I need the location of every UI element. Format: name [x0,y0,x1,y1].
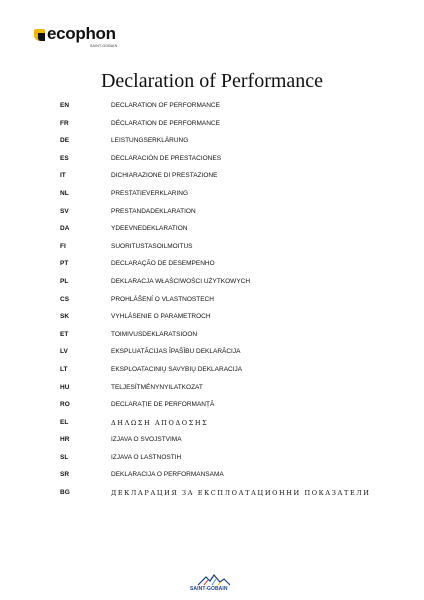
declaration-title: DECLARAȚIE DE PERFORMANȚĂ [111,401,215,409]
ecophon-logo [34,24,124,49]
language-code: SV [60,207,69,215]
language-row [60,311,400,329]
language-code: EL [60,418,69,426]
declaration-title: ДЕКЛАРАЦИЯ ЗА ЕКСПЛОАТАЦИОННИ ПОКАЗАТЕЛИ [111,489,371,498]
saint-gobain-logo [190,572,240,594]
declaration-title: DICHIARAZIONE DI PRESTAZIONE [111,172,218,180]
language-code: HR [60,436,70,444]
saint-gobain-roof-icon [194,572,234,586]
language-code: BG [60,489,70,497]
language-code: ET [60,330,69,338]
language-code: IT [60,172,66,180]
declaration-title: IZJAVA O SVOJSTVIMA [111,436,182,444]
language-row [60,188,400,206]
language-code: RO [60,401,70,409]
declaration-title: DÉCLARATION DE PERFORMANCE [111,119,220,127]
logo-parent-name: SAINT-GOBAIN [90,44,118,48]
language-list [60,100,400,505]
declaration-title: DECLARATION OF PERFORMANCE [111,102,220,109]
language-code: PT [60,260,69,268]
declaration-title: ΔΗΛΩΣΗ ΑΠΟΔΟΣΗΣ [111,418,209,427]
language-row [60,258,400,276]
language-row [60,153,400,171]
language-row [60,364,400,382]
language-row [60,223,400,241]
language-row [60,276,400,294]
declaration-title: DECLARAÇÃO DE DESEMPENHO [111,260,215,268]
language-code: PL [60,277,69,285]
language-row [60,399,400,417]
declaration-title: DEKLARACJA WŁAŚCIWOŚCI UŻYTKOWYCH [111,277,251,285]
declaration-title: PRESTATIEVERKLARING [111,189,189,197]
declaration-title: VYHLÁSENIE O PARAMETROCH [111,313,211,321]
declaration-title: EKSPLUATĀCIJAS ĪPAŠĪBU DEKLARĀCIJA [111,348,241,356]
language-code: SL [60,453,69,461]
language-code: EN [60,102,70,109]
page-title: Declaration of Performance [100,70,324,92]
language-code: FI [60,242,66,250]
language-row [60,487,400,505]
language-code: DA [60,225,70,233]
language-code: NL [60,189,69,197]
language-row [60,170,400,188]
declaration-title: EKSPLOATACINIŲ SAVYBIŲ DEKLARACIJA [111,365,243,373]
language-row [60,452,400,470]
language-row [60,329,400,347]
declaration-title: TOIMIVUSDEKLARATSIOON [111,330,198,338]
ecophon-logo-icon [34,29,45,41]
language-code: LT [60,365,68,373]
declaration-title: IZJAVA O LASTNOSTIH [111,453,182,461]
language-code: SK [60,313,70,321]
language-row [60,118,400,136]
language-code: CS [60,295,70,303]
language-row [60,382,400,400]
language-row [60,206,400,224]
declaration-title: DEKLARACIJA O PERFORMANSAMA [111,471,224,479]
declaration-title: LEISTUNGSERKLÄRUNG [111,137,189,145]
logo-brand-name: ecophon [47,24,116,43]
language-code: SR [60,471,70,479]
declaration-title: SUORITUSTASOILMOITUS [111,242,193,250]
language-row [60,135,400,153]
language-code: ES [60,154,69,162]
footer-brand-name: SAINT-GOBAIN [190,586,228,592]
language-code: HU [60,383,70,391]
language-row [60,469,400,487]
language-row [60,100,400,118]
language-code: DE [60,137,70,145]
language-code: FR [60,119,69,127]
declaration-title: PROHLÁŠENÍ O VLASTNOSTECH [111,295,214,303]
language-row [60,417,400,435]
declaration-title: PRESTANDADEKLARATION [111,207,196,215]
declaration-title: TELJESÍTMÉNYNYILATKOZAT [111,383,203,391]
language-row [60,294,400,312]
language-code: LV [60,348,68,356]
language-row [60,346,400,364]
language-row [60,434,400,452]
declaration-title: YDEEVNEDEKLARATION [111,225,188,233]
declaration-title: DECLARACIÓN DE PRESTACIONES [111,154,222,162]
language-row [60,241,400,259]
